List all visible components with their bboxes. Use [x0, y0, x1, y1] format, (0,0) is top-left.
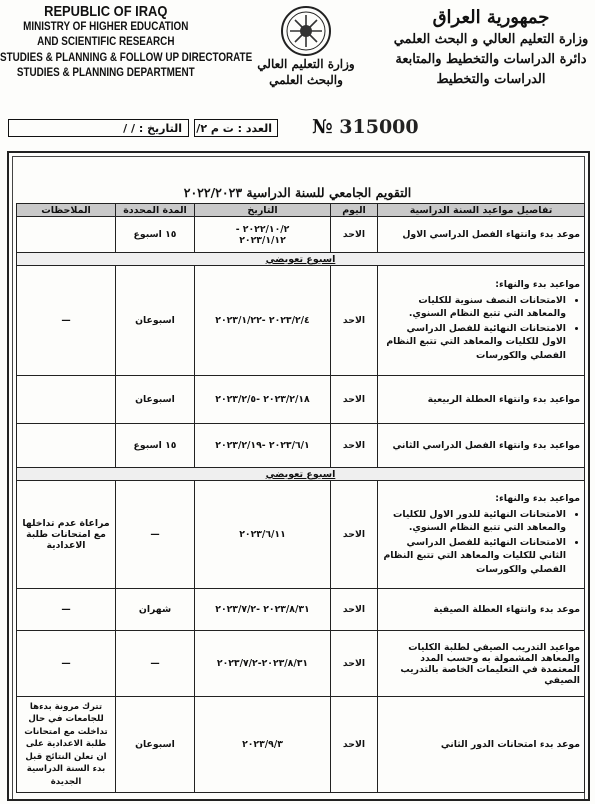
- row-date: [195, 217, 331, 253]
- list-item: • الامتحانات النصف سنوية للكليات والمعاهد التي تتبع النظام السنوي.: [382, 294, 566, 321]
- row-date: ٢٠٢٣/٦/١ -٢٠٢٣/٢/١٩: [195, 424, 331, 468]
- table-row: [17, 481, 585, 589]
- reference-row: [0, 116, 595, 146]
- row-duration: —: [116, 631, 195, 697]
- letterhead-arabic: [391, 6, 591, 90]
- row-detail-list: [382, 508, 580, 577]
- letterhead-ar-country: جمهورية العراق: [432, 7, 550, 28]
- row-date: ٢٠٢٣/٢/٤ -٢٠٢٣/١/٢٢: [195, 266, 331, 376]
- table-row: [17, 217, 585, 253]
- row-date-start: ٢٠٢٢/١٠/٢ -: [235, 223, 290, 235]
- row-detail: [378, 481, 585, 589]
- table-row: [17, 266, 585, 376]
- row-detail: مواعيد بدء وانتهاء العطلة الربيعية: [378, 376, 585, 424]
- ministry-logo: [256, 5, 356, 113]
- row-duration: اسبوعان: [116, 697, 195, 793]
- row-detail: موعد بدء وانتهاء العطلة الصيفية: [378, 589, 585, 631]
- logo-text-line2: والبحث العلمي: [269, 73, 343, 87]
- serial-symbol: №: [312, 116, 333, 138]
- row-note: —: [17, 266, 116, 376]
- compensation-week-label: اسبوع تعويضي: [265, 253, 336, 265]
- row-detail-list: [382, 294, 580, 363]
- letterhead-ministry-2: AND SCIENTIFIC RESEARCH: [37, 36, 175, 48]
- logo-text-line1: وزارة التعليم العالي: [257, 57, 355, 71]
- row-note: [17, 217, 116, 253]
- letterhead-directorate: STUDIES & PLANNING & FOLLOW UP DIRECTORATE: [0, 51, 253, 64]
- letterhead-ar-directorate: دائرة الدراسات والتخطيط والمتابعة: [395, 52, 587, 67]
- table-row: [17, 631, 585, 697]
- row-duration: —: [116, 481, 195, 589]
- header-details: تفاصيل مواعيد السنة الدراسية: [378, 204, 585, 217]
- row-duration: شهران: [116, 589, 195, 631]
- row-detail: مواعيد بدء وانتهاء الفصل الدراسي الثاني: [378, 424, 585, 468]
- row-detail-intro: مواعيد بدء والنهاء:: [495, 278, 580, 290]
- table-row: [17, 697, 585, 793]
- row-day: الاحد: [331, 266, 378, 376]
- letterhead-english: [0, 3, 253, 82]
- row-duration: ١٥ اسبوع: [116, 424, 195, 468]
- row-duration: ١٥ اسبوع: [116, 217, 195, 253]
- table-row: [17, 424, 585, 468]
- serial-digits: 315000: [339, 116, 419, 138]
- list-item: • الامتحانات النهائية للفصل الدراسي الاول للكليات والمعاهد التي تتبع النظام الفصلي والكورسات: [382, 322, 566, 363]
- row-day: الاحد: [331, 376, 378, 424]
- table-header-row: [17, 204, 585, 217]
- row-note: تترك مرونة بدءها للجامعات في حال تداخلت مع امتحانات طلبة الاعدادية على ان تعلن النتائج قبل بدء السنة الدراسية الجديدة: [17, 697, 116, 793]
- ministry-emblem-icon: [276, 5, 336, 57]
- compensation-week-row: [17, 253, 585, 266]
- row-day: الاحد: [331, 697, 378, 793]
- letterhead-country: REPUBLIC OF IRAQ: [44, 3, 168, 20]
- row-date: ٢٠٢٣/٢/١٨ -٢٠٢٣/٢/٥: [195, 376, 331, 424]
- letterhead-ar-department: الدراسات والتخطيط: [436, 72, 546, 87]
- table-row: [17, 376, 585, 424]
- header-duration: المدة المحددة: [116, 204, 195, 217]
- row-note: —: [17, 589, 116, 631]
- row-date-end: ٢٠٢٣/١/١٢: [239, 234, 286, 246]
- row-note: [17, 424, 116, 468]
- header-date: التاريخ: [195, 204, 331, 217]
- row-note: —: [17, 631, 116, 697]
- row-date: ٢٠٢٣/٨/٣١ -٢٠٢٣/٧/٢: [195, 589, 331, 631]
- number-box: العدد : ت م ٢/: [194, 119, 278, 137]
- row-date: ٢٠٢٣/٩/٣: [195, 697, 331, 793]
- row-note: مراعاة عدم تداخلها مع امتحانات طلبة الاعدادية: [17, 481, 116, 589]
- row-day: الاحد: [331, 589, 378, 631]
- row-note: [17, 376, 116, 424]
- row-detail: موعد بدء وانتهاء الفصل الدراسي الاول: [378, 217, 585, 253]
- row-detail: مواعيد التدريب الصيفي لطلبة الكليات والمعاهد المشمولة به وحسب المدد المعتمدة في التعليمات الخاصة بالتدريب الصيفي: [378, 631, 585, 697]
- table-row: [17, 589, 585, 631]
- row-duration: اسبوعان: [116, 266, 195, 376]
- row-detail-intro: مواعيد بدء والنهاء:: [495, 492, 580, 504]
- list-item: • الامتحانات النهائية للدور الاول للكليات والمعاهد التي تتبع النظام السنوي.: [382, 508, 566, 535]
- row-day: الاحد: [331, 631, 378, 697]
- row-duration: اسبوعان: [116, 376, 195, 424]
- row-date: ٢٠٢٣/٨/٣١-٢٠٢٣/٧/٢: [195, 631, 331, 697]
- row-date: ٢٠٢٣/٦/١١: [195, 481, 331, 589]
- document-title: التقويم الجامعي للسنة الدراسية ٢٠٢٢/٢٠٢٣: [183, 185, 412, 200]
- letterhead-department: STUDIES & PLANNING DEPARTMENT: [16, 67, 195, 79]
- row-day: الاحد: [331, 217, 378, 253]
- header-day: اليوم: [331, 204, 378, 217]
- compensation-week-row: [17, 468, 585, 481]
- header-notes: الملاحظات: [17, 204, 116, 217]
- date-box: التاريخ : / /: [8, 119, 189, 137]
- row-day: الاحد: [331, 424, 378, 468]
- letterhead-ministry: MINISTRY OF HIGHER EDUCATION: [23, 20, 189, 33]
- list-item: • الامتحانات النهائية للفصل الدراسي الثاني للكليات والمعاهد التي تتبع النظام الفصلي والكورسات: [382, 536, 566, 577]
- compensation-week-label: اسبوع تعويضي: [265, 468, 336, 480]
- calendar-table: [16, 203, 585, 793]
- letterhead-ar-ministry: وزارة التعليم العالي و البحث العلمي: [393, 32, 589, 47]
- serial-number: [312, 116, 419, 138]
- row-detail: [378, 266, 585, 376]
- row-day: الاحد: [331, 481, 378, 589]
- row-detail: موعد بدء امتحانات الدور الثاني: [378, 697, 585, 793]
